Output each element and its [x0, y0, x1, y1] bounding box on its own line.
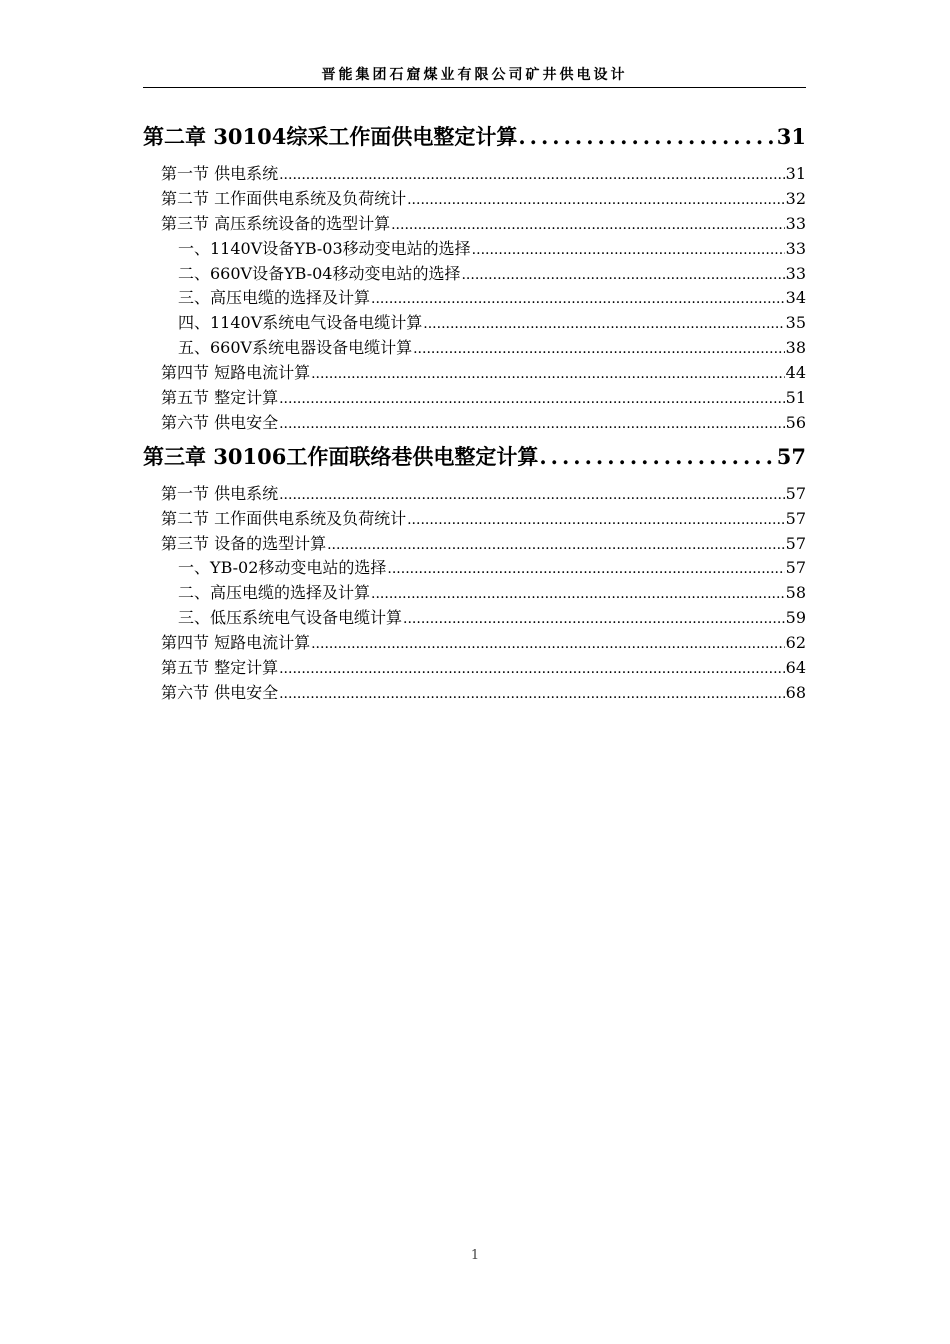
running-header: 晋能集团石窟煤业有限公司矿井供电设计	[321, 67, 628, 83]
toc-leader-dots	[407, 188, 785, 213]
toc-entry-page: 64	[785, 658, 806, 678]
toc-entry[interactable]	[143, 556, 806, 581]
toc-entry[interactable]	[143, 361, 806, 386]
toc-entry-page: 31	[785, 164, 806, 183]
toc-entry-page: 59	[785, 608, 806, 628]
toc-entry-title: 一、YB-02移动变电站的选择	[178, 558, 387, 578]
toc-entry[interactable]	[143, 411, 806, 436]
toc-entry-page: 68	[785, 682, 806, 702]
toc-entry[interactable]	[143, 507, 806, 532]
toc-entry-page: 35	[785, 313, 806, 333]
toc-entry-page: 62	[785, 633, 806, 653]
header-rule	[143, 87, 806, 88]
toc-leader-dots	[413, 337, 785, 362]
toc-entry-page: 38	[785, 338, 806, 358]
toc-entry[interactable]	[143, 581, 806, 606]
toc-leader-dots	[472, 238, 785, 263]
toc-entry-title: 第六节 供电安全	[161, 412, 279, 432]
toc-leader-dots	[461, 263, 784, 288]
toc-leader-dots	[518, 118, 775, 156]
toc-entry-title: 二、660V设备YB-04移动变电站的选择	[178, 263, 461, 283]
toc-leader-dots	[327, 533, 785, 558]
toc-leader-dots	[279, 412, 785, 437]
toc-leader-dots	[311, 362, 785, 387]
toc-entry-title: 五、660V系统电器设备电缆计算	[178, 338, 413, 358]
toc-leader-dots	[539, 438, 775, 476]
toc-entry-title: 第四节 短路电流计算	[161, 633, 311, 653]
toc-entry[interactable]	[143, 162, 806, 187]
table-of-contents	[143, 118, 806, 706]
toc-entry[interactable]	[143, 482, 806, 507]
toc-leader-dots	[403, 607, 785, 632]
toc-entry-title: 第三节 高压系统设备的选型计算	[161, 213, 391, 233]
toc-leader-dots	[371, 582, 785, 607]
toc-entry-page: 57	[785, 533, 806, 553]
page-number: 1	[470, 1248, 480, 1263]
toc-entry-title: 第三节 设备的选型计算	[161, 533, 327, 553]
toc-leader-dots	[311, 632, 785, 657]
toc-entry-page: 33	[785, 263, 806, 283]
toc-entry[interactable]	[143, 631, 806, 656]
toc-entry-page: 51	[785, 388, 806, 408]
toc-entry[interactable]	[143, 187, 806, 212]
toc-entry-title: 四、1140V系统电气设备电缆计算	[178, 313, 423, 333]
toc-entry[interactable]	[143, 606, 806, 631]
toc-entry-page: 33	[785, 238, 806, 258]
toc-entry-title: 一、1140V设备YB-03移动变电站的选择	[178, 238, 471, 258]
toc-leader-dots	[279, 657, 785, 682]
toc-entry-page: 44	[785, 363, 806, 383]
toc-leader-dots	[423, 312, 784, 337]
toc-entry[interactable]	[143, 532, 806, 557]
toc-entry-title: 三、高压电缆的选择及计算	[178, 288, 371, 308]
toc-entry-page: 57	[785, 508, 806, 528]
toc-entry-page: 33	[785, 213, 806, 233]
toc-entry[interactable]	[143, 656, 806, 681]
toc-entry[interactable]	[143, 262, 806, 287]
toc-leader-dots	[371, 287, 785, 312]
toc-entry-page: 56	[785, 412, 806, 432]
toc-leader-dots	[279, 483, 785, 508]
toc-entry-title: 第五节 整定计算	[161, 388, 279, 408]
toc-leader-dots	[279, 682, 785, 707]
toc-entry-title: 三、低压系统电气设备电缆计算	[178, 608, 403, 628]
toc-entry-title: 第五节 整定计算	[161, 658, 279, 678]
toc-entry-page: 57	[776, 443, 806, 469]
toc-entry-page: 32	[785, 188, 806, 208]
toc-entry-title: 第二节 工作面供电系统及负荷统计	[161, 188, 407, 208]
toc-entry[interactable]	[143, 237, 806, 262]
toc-leader-dots	[387, 557, 784, 582]
toc-chapter-3[interactable]	[143, 438, 806, 476]
toc-entry-page: 34	[785, 288, 806, 308]
toc-entry-title: 第三章 30106工作面联络巷供电整定计算	[143, 443, 539, 469]
toc-entry-title: 第二章 30104综采工作面供电整定计算	[143, 124, 518, 149]
toc-entry-title: 第四节 短路电流计算	[161, 363, 311, 383]
toc-entry-page: 31	[776, 124, 806, 149]
toc-leader-dots	[407, 508, 785, 533]
toc-entry-page: 57	[785, 558, 806, 578]
toc-entry-title: 第一节 供电系统	[161, 164, 279, 183]
toc-entry[interactable]	[143, 386, 806, 411]
toc-entry[interactable]	[143, 311, 806, 336]
toc-entry[interactable]	[143, 286, 806, 311]
toc-entry[interactable]	[143, 336, 806, 361]
toc-entry-page: 57	[785, 483, 806, 503]
toc-entry-page: 58	[785, 583, 806, 603]
toc-leader-dots	[279, 163, 785, 188]
toc-entry[interactable]	[143, 681, 806, 706]
toc-entry-title: 第一节 供电系统	[161, 483, 279, 503]
toc-chapter-2[interactable]	[143, 118, 806, 156]
toc-entry-title: 二、高压电缆的选择及计算	[178, 583, 371, 603]
toc-entry-title: 第六节 供电安全	[161, 682, 279, 702]
toc-entry[interactable]	[143, 212, 806, 237]
toc-leader-dots	[279, 387, 785, 412]
toc-leader-dots	[391, 213, 785, 238]
toc-entry-title: 第二节 工作面供电系统及负荷统计	[161, 508, 407, 528]
